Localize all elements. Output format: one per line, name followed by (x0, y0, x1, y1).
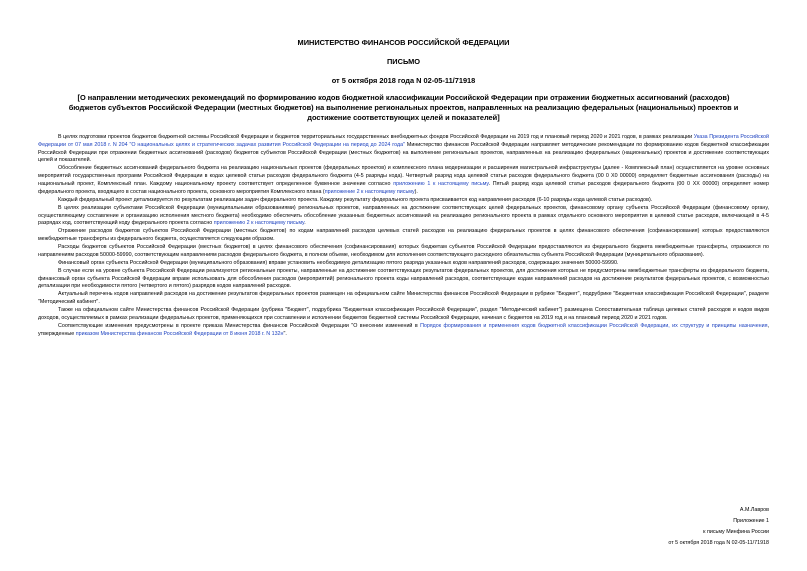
paragraph-text: В целях реализации субъектами Российской Федерации (муниципальными образованиями) региональных проектов, направленных на достижение соответствующих целей федеральных проектов, финансовому органу субъекта Российской Федерации (финансовому органу, осуществляющему составление и организацию исполнения местного бюджета) необходимо обеспечить обособление указанных бюджетных ассигнований на реализацию регионального проекта в рамках отдельного основного мероприятия в целевой статье расходов, включающей в 4-5 разрядах код, соответствующий коду федерального проекта согласно (38, 204, 769, 227)
paragraph-text: ". (283, 330, 287, 337)
paragraph-text: Обособление бюджетных ассигнований федерального бюджета на реализацию национальных проектов (федеральных проектов) и комплексного плана модернизации и расширения магистральной инфраструктуры (далее - Комплексный план) осуществляется на уровне основных мероприятий государственных программ Российской Федерации в кодах целевой статьи расходов федерального бюджета (4-5 разряды кода). Четвертый разряд кода целевой статьи расходов федерального бюджета (00 0 Х0 00000) определяет бюджетные ассигнования (расходы) на национальный проект, Комплексный план. Каждому национальному проекту соответствует определенное буквенное значение согласно (38, 165, 769, 187)
appendix-to-letter: к письму Минфина России (703, 529, 769, 535)
appendix-1-link[interactable]: приложению 1 к настоящему письму (393, 180, 489, 187)
paragraph-10: Также на официальном сайте Министерства финансов Российской Федерации (рубрика "Бюджет", подрубрика "Бюджетная классификация Российской Федерации", раздел "Методический кабинет") размещена Сопоставительная таблица целевых статей расходов и кодов видов доходов, осуществляемых в рамках реализации федеральных проектов, применяющихся при составлении и исполнении бюджетов бюджетной системы Российской Федерации, начиная с бюджетов на 2019 год и на плановый период 2020 и 2021 годов. (38, 307, 769, 322)
signatory-name: А.М.Лавров (739, 507, 769, 513)
document-type: ПИСЬМО (387, 57, 420, 66)
appendix-2-link[interactable]: приложению 2 к настоящему письму (213, 220, 305, 227)
appendix-reference: от 5 октября 2018 года N 02-05-11/71918 (668, 540, 769, 546)
paragraph-text: ). (414, 188, 418, 195)
paragraph-4 (38, 205, 769, 228)
paragraph-3: Каждый федеральный проект детализируется по результатам реализации задач федерального проекта. Каждому результату федерального проекта присваивается код направления расходов (6-10 разряды кода целевой статьи расходов). (58, 196, 653, 203)
paragraph-5: Отражение расходов бюджетов субъектов Российской Федерации (местных бюджетов) по кодам направлений расходов целевых статей расходов на реализацию федеральных проектов в целях финансового обеспечения (софинансирования) которых предоставляются межбюджетные трансферты из федерального бюджета, осуществляется следующим образом. (38, 228, 769, 243)
ministry-title: МИНИСТЕРСТВО ФИНАНСОВ РОССИЙСКОЙ ФЕДЕРАЦИИ (297, 38, 510, 47)
paragraph-text: Министерство финансов Российской Федерации направляет методические рекомендации по формированию кодов бюджетной классификации Российской Федерации при отражении бюджетных ассигнований (расходов) бюджетов субъектов Российской Федерации (местных бюджетов) на выполнение региональных проектов, направленных на реализацию федеральных (национальных) проектов и достижение соответствующих целей и показателей. (38, 141, 769, 164)
paragraph-text: . Пятый разряд кода целевой статьи расходов федерального бюджета (00 0 ХХ 00000) определяет номер федерального проекта, входящего в состав национального проекта, основного мероприятия Комплексного плана ( (38, 180, 769, 195)
paragraph-1 (38, 134, 769, 165)
paragraph-text: . (304, 220, 306, 227)
document-subject: [О направлении методических рекомендаций по формированию кодов бюджетной классификации Российской Федерации при отражении бюджетных ассигнований (расходов) бюджетов субъектов Российской Федерации (местных бюджетов) на выполнение региональных проектов, направленных на реализацию федеральных (национальных) проектов и достижение соответствующих целей и показателей] (68, 93, 739, 122)
order-link[interactable]: приказом Министерства финансов Российской Федерации от 8 июня 2018 г. N 132н (75, 330, 284, 337)
paragraph-9: Актуальный перечень кодов направлений расходов на достижение результатов федеральных проектов размещен на официальном сайте Министерства финансов Российской Федерации в рубрике "Бюджет", подрубрике "Бюджетная классификация Российской Федерации", разделе "Методический кабинет". (38, 291, 769, 306)
procedure-link[interactable]: Порядок формирования и применения кодов бюджетной классификации Российской Федерации, их структуру и принципы назначения (420, 323, 768, 329)
document-date-number: от 5 октября 2018 года N 02-05-11/71918 (331, 76, 476, 85)
paragraph-11 (38, 323, 769, 339)
paragraph-text: Соответствующие изменения предусмотрены в проекте приказа Министерства финансов Российской Федерации "О внесении изменений в (58, 323, 421, 329)
paragraph-7: Финансовый орган субъекта Российской Федерации (муниципального образования) вправе установить необходимую детализацию пятого разряда указанных кодов направлений расходов, содержащих значения 50000-59990. (58, 259, 619, 266)
document-body (38, 134, 769, 339)
appendix-label: Приложение 1 (733, 518, 769, 524)
appendix-2-link[interactable]: приложение 2 к настоящему письму (324, 188, 415, 195)
decree-link[interactable]: Указа Президента Российской Федерации от 07 мая 2018 г. N 204 "О национальных целях и стратегических задачах развития Российской Федерации на период до 2024 года" (38, 134, 769, 148)
paragraph-text: , утвержденные (38, 323, 770, 337)
paragraph-6: Расходы бюджетов субъектов Российской Федерации (местных бюджетов) в целях финансового обеспечения (софинансирования) которых бюджетам субъектов Российской Федерации предоставляются из федерального бюджета межбюджетные трансферты, отражаются по направлениям расходов 50000-59990, соответствующим направлениям расходов федерального бюджета, в полном объеме, необходимом для исполнения соответствующего расходного обязательства субъекта Российской Федерации (муниципального образования). (38, 244, 769, 258)
paragraph-2 (38, 165, 769, 196)
paragraph-8: В случае если на уровне субъекта Российской Федерации реализуются региональные проекты, направленные на достижение соответствующих результатов федеральных проектов, для достижения которых не предусмотрены межбюджетные трансферты из федерального бюджета, финансовый орган субъекта Российской Федерации вправе использовать для обособления расходов (мероприятий) регионального проекта коды направлений расходов, соответствующие кодам направлений расходов на достижение результатов федеральных проектов, с возможностью детализации при необходимости пятого (четвертого и пятого) разрядов кодов направлений расходов. (38, 267, 769, 290)
paragraph-text: В целях подготовки проектов бюджетов бюджетной системы Российской Федерации и бюджетов территориальных государственных внебюджетных фондов Российской Федерации на 2019 год и плановый период 2020 и 2021 годов, в рамках реализации (58, 134, 694, 140)
